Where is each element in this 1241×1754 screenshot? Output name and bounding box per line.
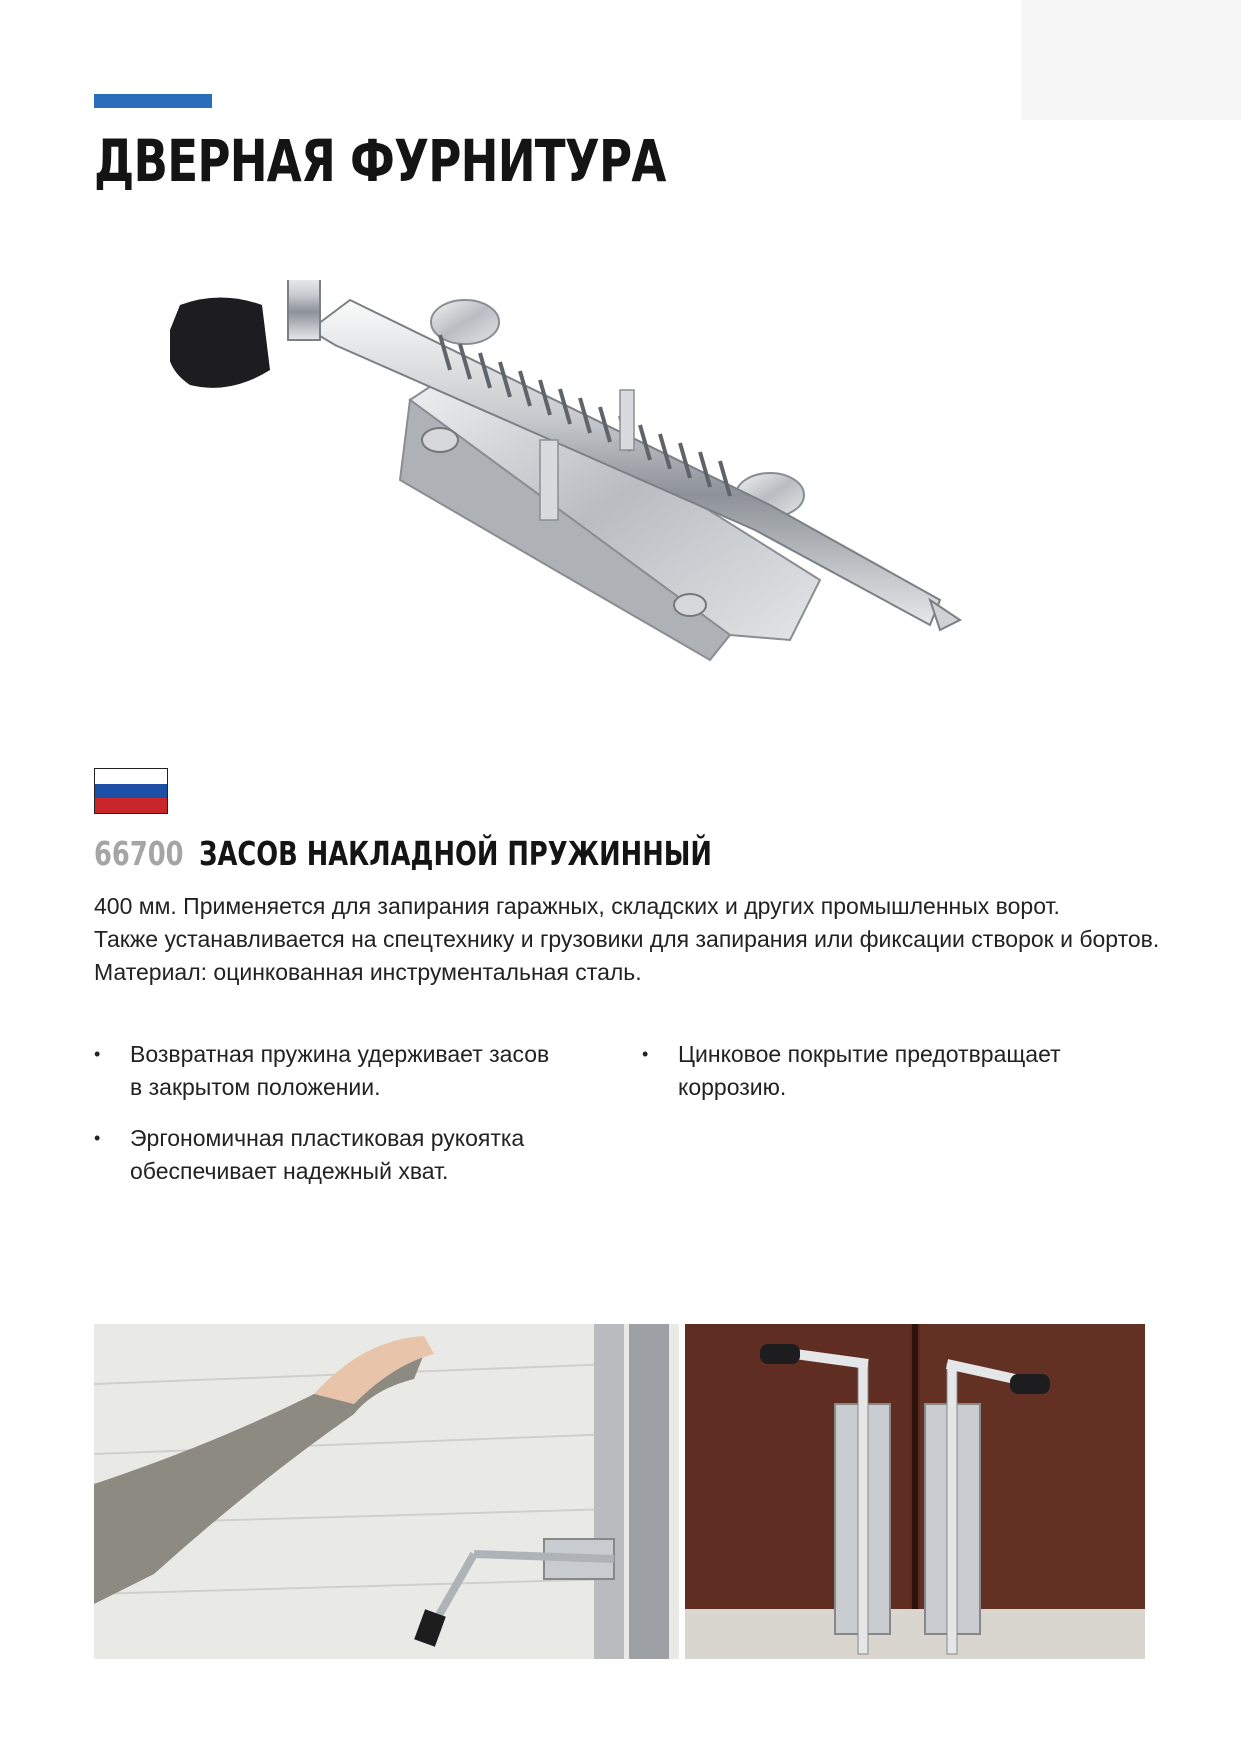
bullet-dot-icon: • [94, 1044, 101, 1064]
feature-text: Возвратная пружина удерживает засов в закрытом положении. [130, 1041, 550, 1100]
description-line: 400 мм. Применяется для запирания гаражных, складских и других промышленных ворот. [94, 893, 1060, 919]
usage-photo-double-door [685, 1324, 1145, 1659]
bullet-dot-icon: • [642, 1044, 649, 1064]
features-list-right [642, 1038, 1102, 1122]
features-list-left [94, 1038, 554, 1206]
usage-photo-garage-door [94, 1324, 679, 1659]
accent-bar [94, 94, 212, 108]
feature-item [642, 1038, 1102, 1104]
product-code: 66700 [94, 834, 184, 873]
description-line: Также устанавливается на спецтехнику и грузовики для запирания или фиксации створок и бортов. [94, 926, 1160, 952]
page-title: ДВЕРНАЯ ФУРНИТУРА [94, 127, 666, 195]
feature-item [94, 1122, 554, 1188]
product-image-spring-bolt [170, 280, 1070, 750]
feature-text: Цинковое покрытие предотвращает коррозию. [678, 1041, 1061, 1100]
description-line: Материал: оцинкованная инструментальная сталь. [94, 959, 642, 985]
feature-item [94, 1038, 554, 1104]
product-name: ЗАСОВ НАКЛАДНОЙ ПРУЖИННЫЙ [199, 834, 712, 873]
product-heading [94, 834, 712, 874]
product-description [94, 890, 1194, 989]
feature-text: Эргономичная пластиковая рукоятка обеспечивает надежный хват. [130, 1125, 525, 1184]
corner-shade [1021, 0, 1241, 120]
russia-flag-icon [94, 768, 168, 814]
bullet-dot-icon: • [94, 1128, 101, 1148]
